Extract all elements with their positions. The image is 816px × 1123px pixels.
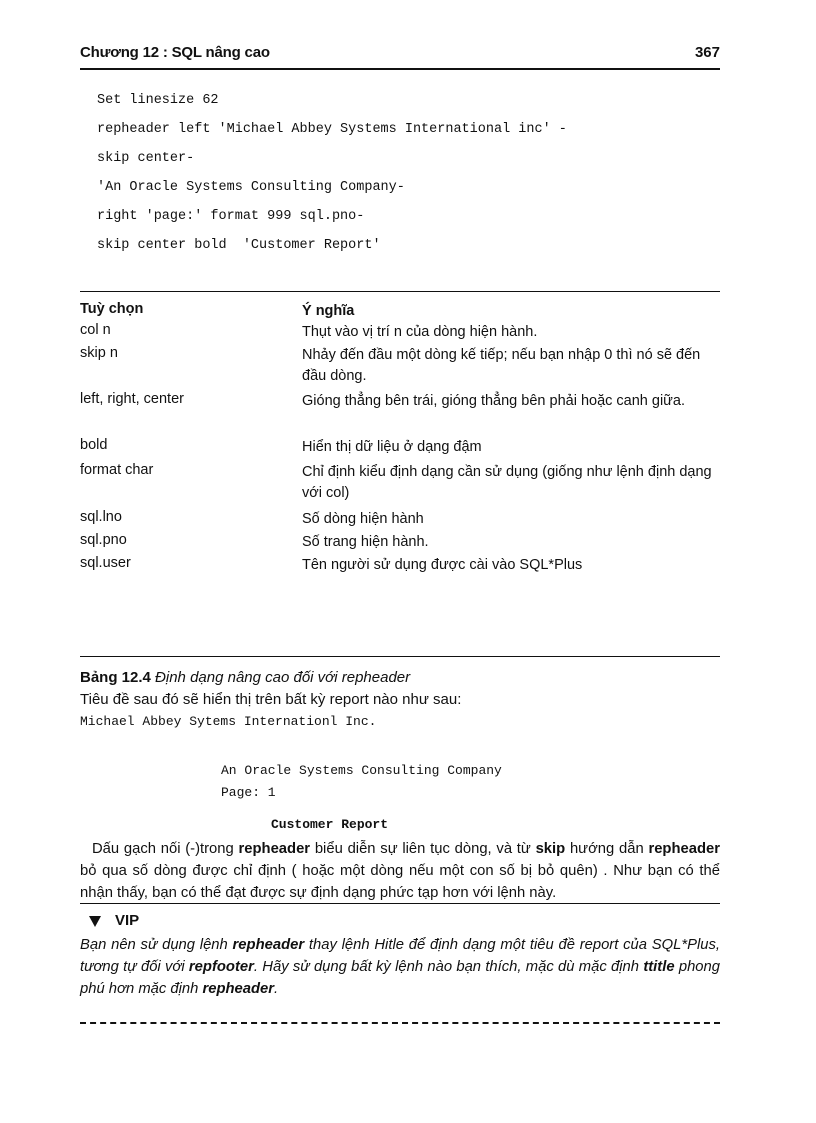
table-row [80, 436, 720, 460]
vip-bottom-rule [80, 1022, 720, 1024]
text-run: . Hãy sử dụng bất kỳ lệnh nào bạn thích, mặc dù mặc định [253, 959, 644, 975]
text-run: . [274, 981, 279, 997]
code-line: skip center- [97, 151, 195, 166]
keyword: repheader [202, 981, 275, 997]
output-line: Michael Abbey Sytems Internationl Inc. [80, 714, 377, 729]
table-row [80, 321, 720, 344]
keyword: skip [535, 841, 566, 857]
table-row [80, 531, 720, 554]
table-row [80, 554, 720, 577]
table-row [80, 508, 720, 531]
triangle-down-icon [89, 916, 101, 927]
option-cell: format char [80, 462, 154, 478]
text-run: phong phú hơn mặc định [80, 959, 720, 997]
option-cell: sql.user [80, 555, 131, 571]
text-run: biểu diễn sự liên tục dòng, và từ [310, 841, 536, 857]
option-cell: sql.lno [80, 509, 122, 525]
text-run: Dấu gạch nối (-)trong [92, 841, 239, 857]
vip-top-rule [80, 903, 720, 904]
vip-title: VIP [115, 912, 140, 929]
option-cell: left, right, center [80, 391, 184, 407]
code-line: 'An Oracle Systems Consulting Company- [97, 180, 405, 195]
meaning-cell: Số dòng hiện hành [302, 511, 424, 527]
header-meaning: Ý nghĩa [302, 303, 355, 319]
options-table [80, 297, 720, 577]
table-header-row [80, 297, 720, 321]
keyword: repheader [648, 841, 720, 857]
caption-number: Bảng 12.4 [80, 669, 151, 686]
option-cell: bold [80, 437, 108, 453]
body-paragraph [80, 838, 720, 904]
text-run: hướng dẫn [565, 841, 649, 857]
meaning-cell: Chỉ định kiểu định dạng cần sử dụng (giống như lệnh định dạng với col) [302, 464, 712, 501]
code-line: skip center bold 'Customer Report' [97, 238, 381, 253]
output-title: Customer Report [271, 817, 389, 832]
header-rule [80, 68, 720, 70]
output-line: Page: 1 [221, 785, 276, 800]
table-row [80, 460, 720, 508]
text-run: bỏ qua số dòng được chỉ định ( hoặc một dòng nếu một con số bị bỏ quên) . Như bạn có thể nhận thấy, bạn có thể đạt được sự định dạng phức tạp hơn với lệnh này. [80, 863, 720, 901]
table-bottom-rule [80, 656, 720, 657]
meaning-cell: Nhảy đến đầu một dòng kế tiếp; nếu bạn nhập 0 thì nó sẽ đến đầu dòng. [302, 347, 701, 384]
output-line: An Oracle Systems Consulting Company [221, 763, 502, 778]
table-row [80, 390, 720, 436]
code-line: repheader left 'Michael Abbey Systems International inc' - [97, 122, 567, 137]
vip-note [80, 934, 720, 1000]
option-cell: col n [80, 322, 111, 338]
keyword: repheader [238, 841, 311, 857]
page-number: 367 [694, 44, 720, 61]
table-caption [80, 669, 410, 686]
meaning-cell: Thụt vào vị trí n của dòng hiện hành. [302, 324, 538, 340]
option-cell: sql.pno [80, 532, 127, 548]
text-run: thay lệnh Hitle để định dạng một tiêu đề report của SQL*Plus, tương tự đối với [80, 937, 721, 975]
code-line: Set linesize 62 [97, 93, 219, 108]
text-run: Bạn nên sử dụng lệnh [80, 937, 233, 953]
meaning-cell: Gióng thẳng bên trái, gióng thẳng bên phải hoặc canh giữa. [302, 393, 685, 409]
keyword: repheader [232, 937, 305, 953]
intro-text: Tiêu đề sau đó sẽ hiển thị trên bất kỳ report nào như sau: [80, 691, 462, 708]
meaning-cell: Số trang hiện hành. [302, 534, 429, 550]
meaning-cell: Tên người sử dụng được cài vào SQL*Plus [302, 557, 583, 573]
meaning-cell: Hiển thị dữ liệu ở dạng đậm [302, 439, 482, 455]
vip-heading [89, 912, 139, 929]
running-header [80, 44, 720, 70]
table-top-rule [80, 291, 720, 292]
keyword: repfooter [188, 959, 254, 975]
code-block [97, 86, 727, 260]
code-line: right 'page:' format 999 sql.pno- [97, 209, 365, 224]
table-row [80, 344, 720, 390]
chapter-title: Chương 12 : SQL nâng cao [80, 44, 270, 61]
option-cell: skip n [80, 345, 118, 361]
keyword: ttitle [643, 959, 675, 975]
header-option: Tuỳ chọn [80, 301, 144, 317]
caption-text: Định dạng nâng cao đối với repheader [155, 669, 411, 686]
